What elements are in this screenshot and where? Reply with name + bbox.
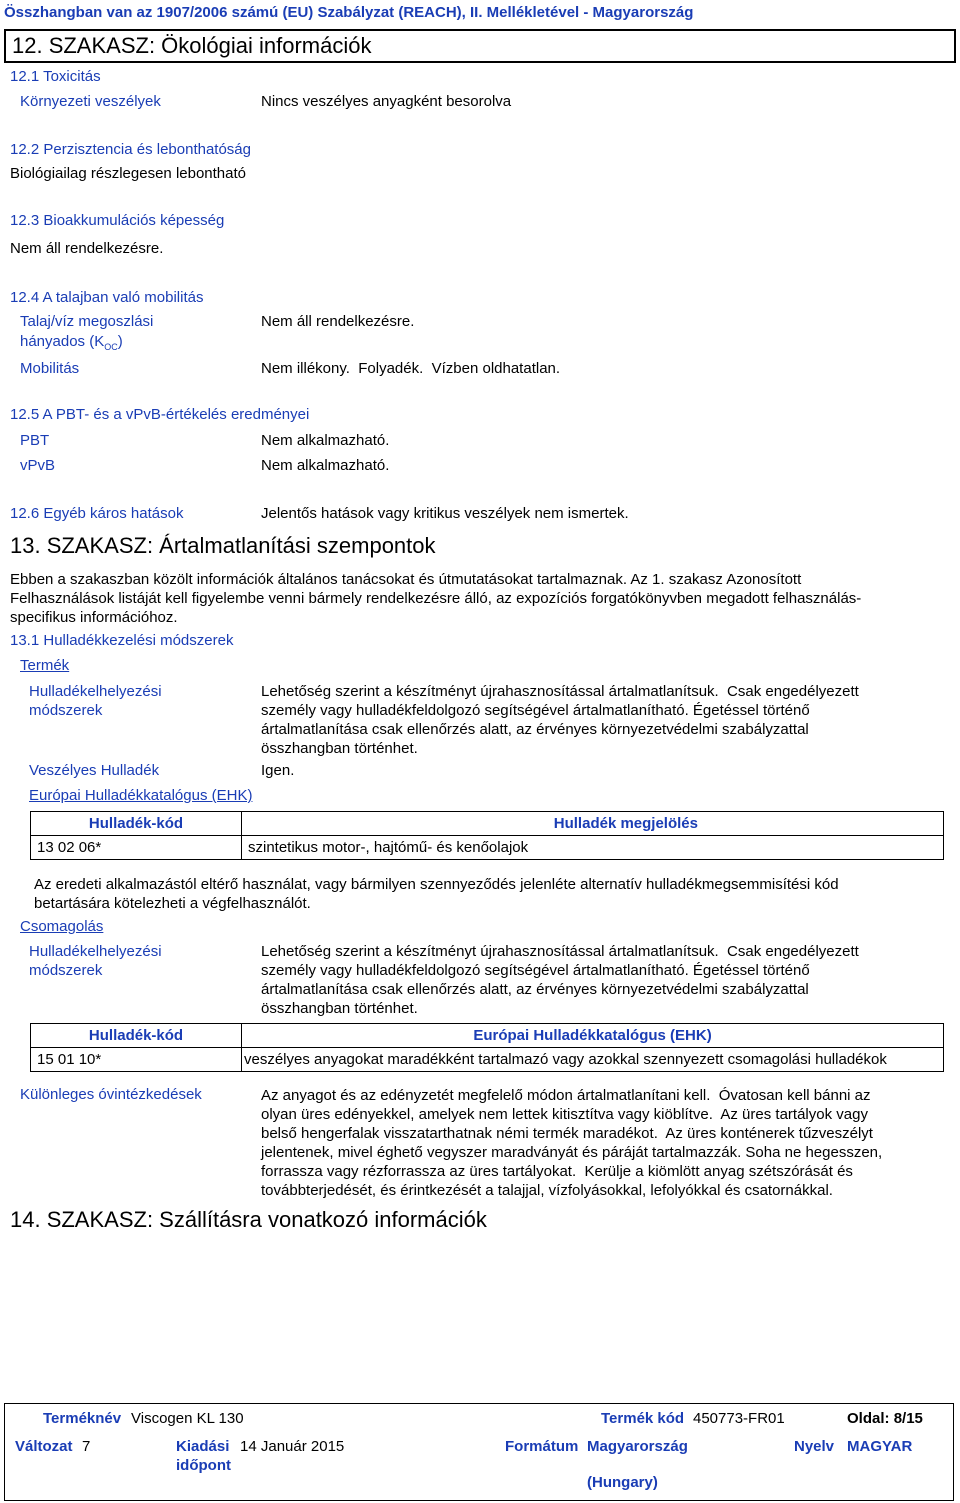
footer-issue-label: Kiadási időpont: [176, 1438, 231, 1474]
pbt-label: PBT: [20, 432, 50, 449]
packaging-disposal-label: Hulladékelhelyezési módszerek: [29, 943, 162, 979]
footer-issue-date: 14 Január 2015: [240, 1438, 345, 1455]
table-cell: 13 02 06*: [31, 836, 242, 860]
table-header: Hulladék-kód: [31, 812, 242, 836]
env-hazards-value: Nincs veszélyes anyagként besorolva: [261, 93, 512, 110]
hazardous-waste-label: Veszélyes Hulladék: [29, 762, 160, 779]
footer-page: Oldal: 8/15: [847, 1410, 923, 1427]
disposal-methods-text: Lehetőség szerint a készítményt újrahasznosítással ártalmatlanítsuk. Csak engedélyezett személy vagy hulladékfeldolgozó segítségével ártalmatlanítható. Égetéssel történő ártalmatlanítása csak ellenőrzés alatt, az érvényes környezetvédelmi szabályzattal összhangban történhet.: [261, 683, 859, 757]
product-heading: Termék: [20, 657, 70, 674]
document-header: Összhangban van az 1907/2006 számú (EU) Szabályzat (REACH), II. Mellékletével - Magyarország: [4, 4, 694, 21]
vpvb-label: vPvB: [20, 457, 56, 474]
koc-label-line2: hányados $(K_{OC})$: [20, 333, 123, 352]
vpvb-value: Nem alkalmazható.: [261, 457, 390, 474]
other-effects-value: Jelentős hatások vagy kritikus veszélyek nem ismertek.: [261, 505, 629, 522]
biodegradability: Biológiailag részlegesen lebontható: [10, 165, 247, 182]
footer-product-code-label: Termék kód: [601, 1410, 685, 1427]
bioaccumulation-value: Nem áll rendelkezésre.: [10, 240, 164, 257]
env-hazards-label: Környezeti veszélyek: [20, 93, 161, 110]
waste-code-table-product: [30, 811, 944, 860]
table-cell: szintetikus motor-, hajtómű- és kenőolajok: [242, 836, 944, 860]
packaging-disposal-text: Lehetőség szerint a készítményt újrahasznosítással ártalmatlanítsuk. Csak engedélyezett személy vagy hulladékfeldolgozó segítségével ártalmatlanítható. Égetéssel történő ártalmatlanítása csak ellenőrzés alatt, az érvényes környezetvédelmi szabályzattal összhangban történhet.: [261, 943, 859, 1017]
subsection-12-6: 12.6 Egyéb káros hatások: [10, 505, 184, 522]
footer-product-code: 450773-FR01: [693, 1410, 785, 1427]
section-14-title: 14. SZAKASZ: Szállításra vonatkozó információk: [10, 1207, 487, 1232]
footer-format-label: Formátum: [505, 1438, 579, 1455]
footer-format-2: (Hungary): [587, 1474, 658, 1491]
section-12-box: [4, 29, 956, 63]
subsection-12-2: 12.2 Perzisztencia és lebonthatóság: [10, 141, 251, 158]
footer-language: MAGYAR: [847, 1438, 913, 1455]
table-header: Hulladék-kód: [31, 1024, 242, 1048]
section-12-title: 12. SZAKASZ: Ökológiai információk: [12, 33, 372, 58]
subsection-13-1: 13.1 Hulladékkezelési módszerek: [10, 632, 234, 649]
mobility-value: Nem illékony. Folyadék. Vízben oldhatatlan.: [261, 360, 561, 377]
subsection-12-3: 12.3 Bioakkumulációs képesség: [10, 212, 225, 229]
pbt-value: Nem alkalmazható.: [261, 432, 390, 449]
subsection-12-4: 12.4 A talajban való mobilitás: [10, 289, 204, 306]
koc-value: Nem áll rendelkezésre.: [261, 313, 415, 330]
ewc-heading: Európai Hulladékkatalógus (EHK): [29, 787, 253, 804]
footer-version: 7: [82, 1438, 91, 1455]
section-13-title: 13. SZAKASZ: Ártalmatlanítási szempontok: [10, 533, 436, 558]
footer-product-name: Viscogen KL 130: [131, 1410, 244, 1427]
special-precautions-label: Különleges óvintézkedések: [20, 1086, 202, 1103]
subsection-12-1: 12.1 Toxicitás: [10, 68, 101, 85]
footer-product-name-label: Terméknév: [43, 1410, 122, 1427]
footer-format-1: Magyarország: [587, 1438, 688, 1455]
waste-code-table-packaging: [30, 1023, 944, 1072]
table-header: Hulladék megjelölés: [242, 812, 944, 836]
footer-version-label: Változat: [15, 1438, 73, 1455]
packaging-heading: Csomagolás: [20, 918, 104, 935]
hazardous-waste-value: Igen.: [261, 762, 295, 779]
section-13-intro: Ebben a szakaszban közölt információk általános tanácsokat és útmutatásokat tartalmaznak. Az 1. szakasz Azonosított Felhasználások listáját kell figyelembe venni bármely rendelkezésre álló, az expozíciós forgatókönyvben megadott felhasználás- specifikus információhoz.: [10, 571, 862, 626]
alternative-code-note: Az eredeti alkalmazástól eltérő használat, vagy bármilyen szennyeződés jelenléte alternatív hulladékmegsemmisítési kód betartására kötelezheti a végfelhasználót.: [34, 876, 839, 912]
subsection-12-5: 12.5 A PBT- és a vPvB-értékelés eredményei: [10, 406, 310, 423]
table-cell: veszélyes anyagokat maradékként tartalmazó vagy azokkal szennyezett csomagolási hulladékok: [242, 1048, 944, 1072]
special-precautions-text: Az anyagot és az edényzetét megfelelő módon ártalmatlanítani kell. Óvatosan kell bánni az olyan üres edényekkel, amelyek nem lettek kitisztítva vagy kiöblítve. Az üres tartályok vagy belső hengerfalak visszatarthatnak némi termék maradékot. Az üres konténerek tűzveszélyt jelentenek, mivel éghető vegyszer maradványát és páráját tartalmazzák. Soha ne hegesszen, forrassza vagy rézforrassza az üres tartályokat. Kerülje a kiömlött anyag szétszórását és továbbterjedését, és érintkezését a talajjal, vízfolyásokkal, lefolyókkal és csatornákkal.: [261, 1087, 883, 1199]
footer-language-label: Nyelv: [794, 1438, 835, 1455]
mobility-label: Mobilitás: [20, 360, 80, 377]
koc-label-line1: Talaj/víz megoszlási: [20, 313, 154, 330]
table-header: Európai Hulladékkatalógus (EHK): [242, 1024, 944, 1048]
footer-box: [4, 1403, 954, 1501]
disposal-methods-label: Hulladékelhelyezési módszerek: [29, 683, 162, 719]
table-cell: 15 01 10*: [31, 1048, 242, 1072]
